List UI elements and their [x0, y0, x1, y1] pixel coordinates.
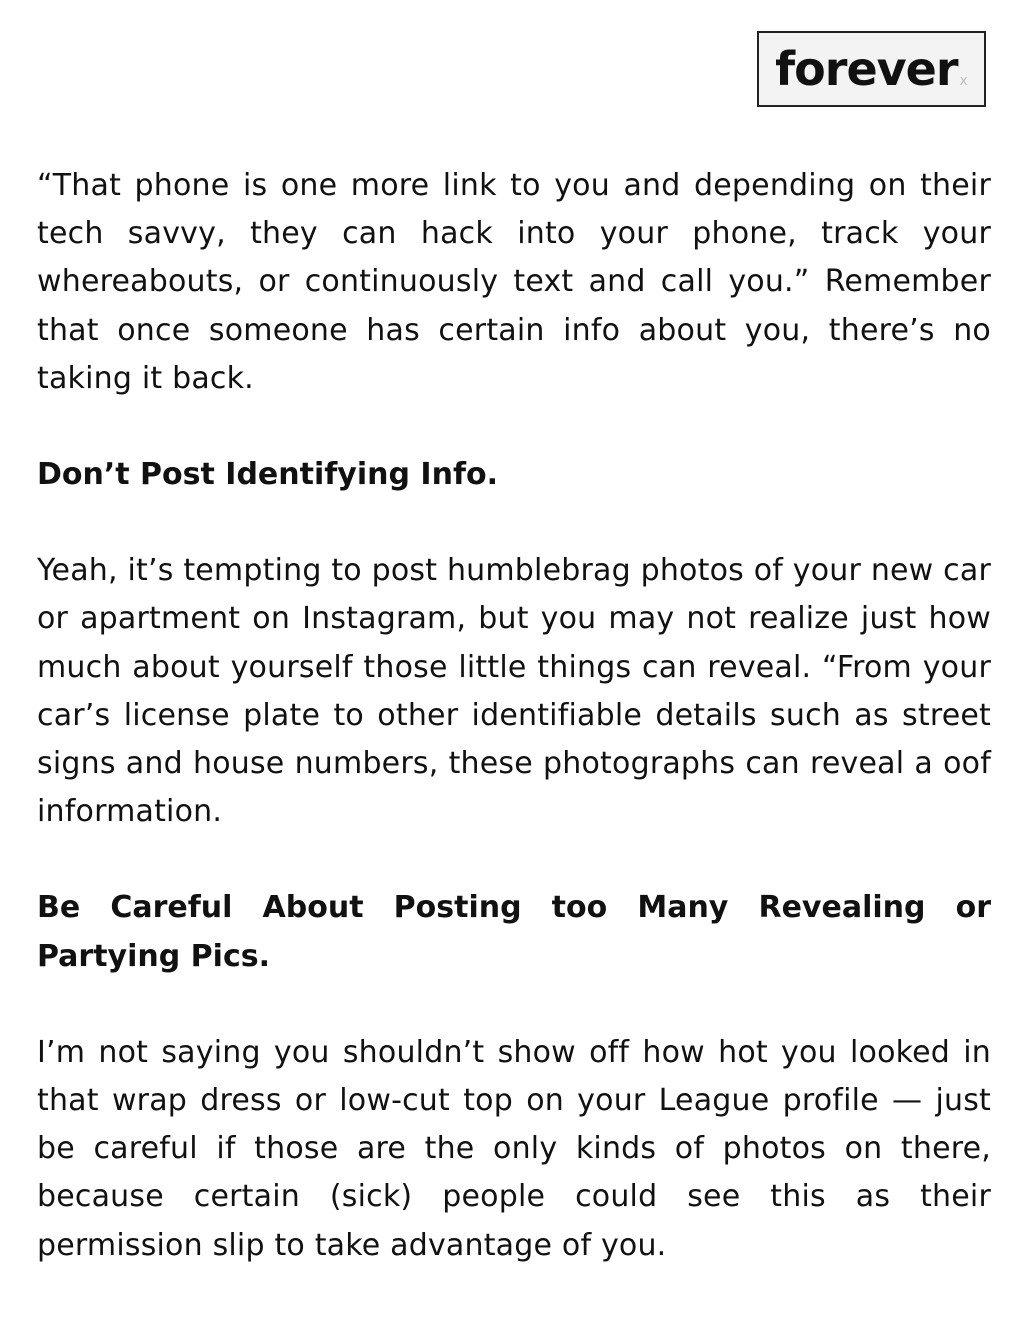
heading-identifying-info: Don’t Post Identifying Info.	[37, 457, 499, 493]
logo-wordmark: forever	[775, 42, 958, 96]
heading-revealing-pics: Be Careful About Posting too Many Revealing or Partying Pics.	[37, 890, 991, 974]
brand-logo	[757, 31, 986, 107]
paragraph-wrap-dress: I’m not saying you shouldn’t show off how hot you looked in that wrap dress or low-cut top on your League profile — just be careful if those are the only kinds of photos on there, because certain (sick) people could see this as their permission slip to take advantage of you.	[37, 1034, 991, 1263]
paragraph-humblebrag-photos: Yeah, it’s tempting to post humblebrag photos of your new car or apartment on Instagram, but you may not realize just how much about yourself those little things can reveal. “From your car’s license plate to other identifiable details such as street signs and house numbers, these photographs can reveal a oof information.	[37, 553, 991, 830]
logo-mark: x	[959, 73, 968, 89]
paragraph-phone-link: “That phone is one more link to you and depending on their tech savvy, they can hack into your phone, track your whereabouts, or continuously text and call you.” Remember that once someone has certain info about you, there’s no taking it back.	[37, 168, 991, 396]
article-body	[37, 162, 991, 1318]
